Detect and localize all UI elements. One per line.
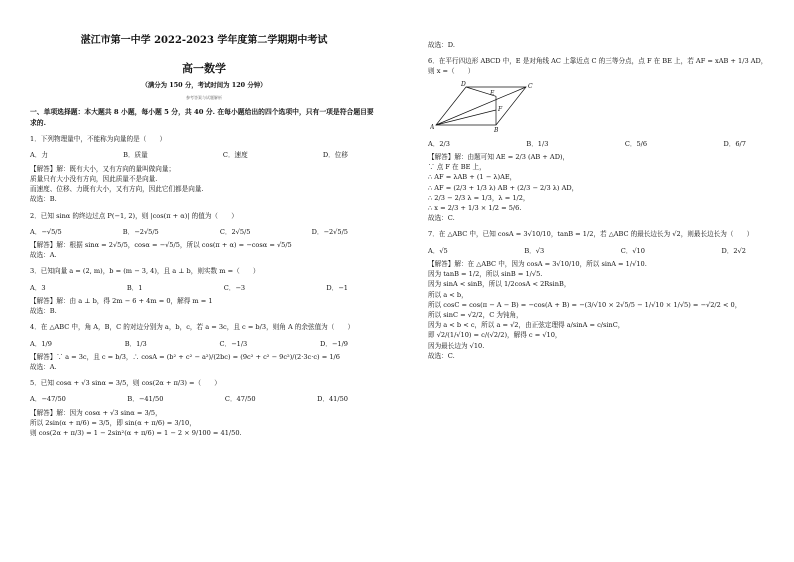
option-c: C．√10 bbox=[620, 246, 645, 255]
question-3-solution bbox=[30, 296, 378, 316]
option-c: C．−3 bbox=[223, 283, 246, 292]
solution-line: ∵ 点 F 在 BE 上， bbox=[428, 163, 486, 172]
question-7 bbox=[428, 229, 776, 361]
solution-line: 则 cos(2α + π/3) = 1 − 2sin²(α + π/6) = 1 − 2 × 9/100 = 41/50. bbox=[30, 429, 242, 438]
option-d: D．6/7 bbox=[723, 139, 746, 148]
question-4-solution bbox=[30, 352, 378, 372]
option-a: A．3 bbox=[30, 283, 46, 292]
solution-line: 【解答】解：在 △ABC 中，因为 cosA = 3√10/10，所以 sinA = 1/√10. bbox=[428, 259, 647, 268]
solution-line: 【解答】解：因为 cosα + √3 sinα = 3/5， bbox=[30, 408, 162, 417]
option-c: C．2√5/5 bbox=[219, 227, 251, 236]
left-column bbox=[30, 30, 378, 438]
option-b: B．√3 bbox=[524, 246, 545, 255]
solution-line: 【解答】解：根据 sinα = 2√5/5，cosα = −√5/5，所以 cos(π + α) = −cosα = √5/5 bbox=[30, 240, 292, 249]
solution-line: 因为 a < b < c，所以 a = √2，由正弦定理得 a/sinA = c/sinC， bbox=[428, 321, 625, 330]
carryover-answer: 故选：D. bbox=[428, 41, 455, 49]
solution-line: 因为最长边为 √10. bbox=[428, 341, 485, 350]
solution-line: 故选：B. bbox=[30, 195, 57, 204]
solution-line: 【解答】解：由题可知 AE = 2/3 (AB + AD)， bbox=[428, 152, 570, 161]
option-d: D．41/50 bbox=[317, 395, 348, 404]
option-b: B．质量 bbox=[123, 151, 148, 160]
question-1-solution bbox=[30, 164, 378, 205]
solution-line: 所以 2sin(α + π/6) = 3/5，即 sin(α + π/6) = 3/10， bbox=[30, 418, 196, 427]
solution-line: 故选：C. bbox=[428, 351, 455, 360]
option-c: C．速度 bbox=[222, 151, 248, 160]
question-1 bbox=[30, 134, 378, 204]
option-c: C．−1/3 bbox=[219, 339, 248, 348]
section-1-heading: 一、单项选择题：本大题共 8 小题，每小题 5 分，共 40 分. 在每小题给出的四个选项中，只有一项是符合题目要求的. bbox=[30, 108, 374, 127]
answer-key-label: 参考答案与试题解析 bbox=[186, 94, 222, 100]
solution-line: 【解答】解：由 a ⊥ b，得 2m − 6 + 4m = 0，解得 m = 1 bbox=[30, 296, 213, 305]
question-7-stem: 7．在 △ABC 中，已知 cosA = 3√10/10，tanB = 1/2，若 △ABC 的最长边长为 √2，则最长边长为（ ） bbox=[428, 230, 754, 239]
right-column bbox=[428, 40, 776, 361]
option-a: A．−√5/5 bbox=[30, 227, 62, 236]
option-d: D．位移 bbox=[322, 151, 348, 160]
solution-line: 而速度、位移、力既有大小，又有方向，因此它们都是向量. bbox=[30, 185, 204, 194]
question-4-stem: 4．在 △ABC 中，角 A，B，C 的对边分别为 a，b，c，若 a = 3c，且 c = b/3，则角 A 的余弦值为（ ） bbox=[30, 323, 355, 332]
option-d: D．−2√5/5 bbox=[311, 227, 348, 236]
solution-line: ∴ x = 2/3 + 1/3 × 1/2 = 5/6. bbox=[428, 203, 522, 212]
solution-line: 即 √2/(1/√10) = c/(√2/2)，解得 c = √10， bbox=[428, 331, 562, 340]
solution-line: 所以 cosC = cos(π − A − B) = −cos(A + B) = −(3/√10 × 2√5/5 − 1/√10 × 1/√5) = −√2/2 < 0， bbox=[428, 300, 742, 309]
solution-line: 因为 tanB = 1/2，所以 sinB = 1/√5. bbox=[428, 270, 543, 279]
question-4-options bbox=[30, 339, 378, 349]
question-5-options bbox=[30, 394, 378, 404]
label-d: D bbox=[461, 80, 466, 88]
solution-line: 所以 a < b， bbox=[428, 290, 468, 299]
option-b: B．−2√5/5 bbox=[122, 227, 159, 236]
solution-line: 【解答】∵ a = 3c，且 c = b/3，∴ cosA = (b² + c² − a²)/(2bc) = (9c² + c² − 9c²)/(2·3c·c) = 1/6 bbox=[30, 352, 340, 361]
option-d: D．−1/9 bbox=[319, 339, 348, 348]
solution-line: ∴ 2/3 − 2/3 λ = 1/3，λ = 1/2， bbox=[428, 193, 530, 202]
question-5-solution bbox=[30, 408, 378, 439]
exam-subject: 高一数学 bbox=[182, 62, 226, 75]
option-a: A．2/3 bbox=[428, 139, 450, 148]
question-5-stem: 5．已知 cosα + √3 sinα = 3/5，则 cos(2α + π/3) =（ ） bbox=[30, 379, 221, 388]
solution-line: 因为 sinA < sinB，所以 1/2cosA < 2RsinB， bbox=[428, 280, 571, 289]
question-7-options bbox=[428, 246, 776, 256]
question-1-options bbox=[30, 150, 378, 160]
label-b: B bbox=[494, 126, 499, 133]
option-c: C．47/50 bbox=[224, 395, 256, 404]
option-d: D．−1 bbox=[326, 283, 348, 292]
exam-title: 湛江市第一中学 2022-2023 学年度第二学期期中考试 bbox=[80, 35, 328, 46]
question-7-solution bbox=[428, 259, 776, 361]
question-6-options bbox=[428, 139, 776, 149]
exam-note: （满分为 150 分，考试时间为 120 分钟） bbox=[141, 81, 267, 90]
option-b: B．1/3 bbox=[124, 339, 147, 348]
question-5 bbox=[30, 378, 378, 438]
option-a: A．√5 bbox=[428, 246, 448, 255]
solution-line: 故选：C. bbox=[428, 214, 455, 223]
solution-line: 故选：B. bbox=[30, 307, 57, 316]
solution-line: 【解答】解：既有大小，又有方向的量叫做向量； bbox=[30, 164, 176, 173]
option-b: B．−41/50 bbox=[127, 395, 164, 404]
label-c: C bbox=[528, 82, 533, 90]
question-2 bbox=[30, 211, 378, 261]
option-a: A．1/9 bbox=[30, 339, 52, 348]
option-c: C．5/6 bbox=[624, 139, 648, 148]
question-6-stem-2: 则 x =（ ） bbox=[428, 67, 475, 76]
option-b: B．1 bbox=[126, 283, 143, 292]
solution-line: 所以 sinC = √2/2，C 为钝角， bbox=[428, 310, 523, 319]
question-1-stem: 1．下列物理量中，不能称为向量的是（ ） bbox=[30, 135, 167, 144]
question-2-options bbox=[30, 227, 378, 237]
solution-line: 质量只有大小没有方向，因此质量不是向量. bbox=[30, 174, 158, 183]
question-6-stem: 6．在平行四边形 ABCD 中，E 是对角线 AC 上靠近点 C 的三等分点，点 F 在 BE 上，若 AF = xAB + 1/3 AD， bbox=[428, 57, 768, 66]
diagonal-ac bbox=[436, 87, 526, 125]
question-6-solution bbox=[428, 152, 776, 224]
option-a: A．力 bbox=[30, 151, 48, 160]
label-a: A bbox=[430, 123, 435, 131]
question-2-stem: 2．已知 sinα 的终边过点 P(−1, 2)，则 |cos(π + α)| 的值为（ ） bbox=[30, 211, 238, 220]
label-f: F bbox=[498, 105, 503, 113]
question-4 bbox=[30, 322, 378, 372]
option-d: D．2√2 bbox=[721, 246, 746, 255]
solution-line: 故选：A. bbox=[30, 251, 57, 260]
parallelogram-figure bbox=[430, 81, 550, 133]
question-3-options bbox=[30, 283, 378, 293]
question-3-stem: 3．已知向量 a = (2, m)，b = (m − 3, 4)，且 a ⊥ b，则实数 m =（ ） bbox=[30, 267, 260, 276]
solution-line: ∴ AF = (2/3 + 1/3 λ) AB + (2/3 − 2/3 λ) AD， bbox=[428, 183, 579, 192]
solution-line: 故选：A. bbox=[30, 362, 57, 371]
solution-line: ∴ AF = λAB + (1 − λ)AE， bbox=[428, 173, 517, 182]
question-3 bbox=[30, 266, 378, 316]
option-a: A．−47/50 bbox=[30, 395, 66, 404]
option-b: B．1/3 bbox=[526, 139, 549, 148]
question-2-solution bbox=[30, 240, 378, 260]
question-6 bbox=[428, 56, 776, 223]
label-e: E bbox=[490, 89, 495, 97]
